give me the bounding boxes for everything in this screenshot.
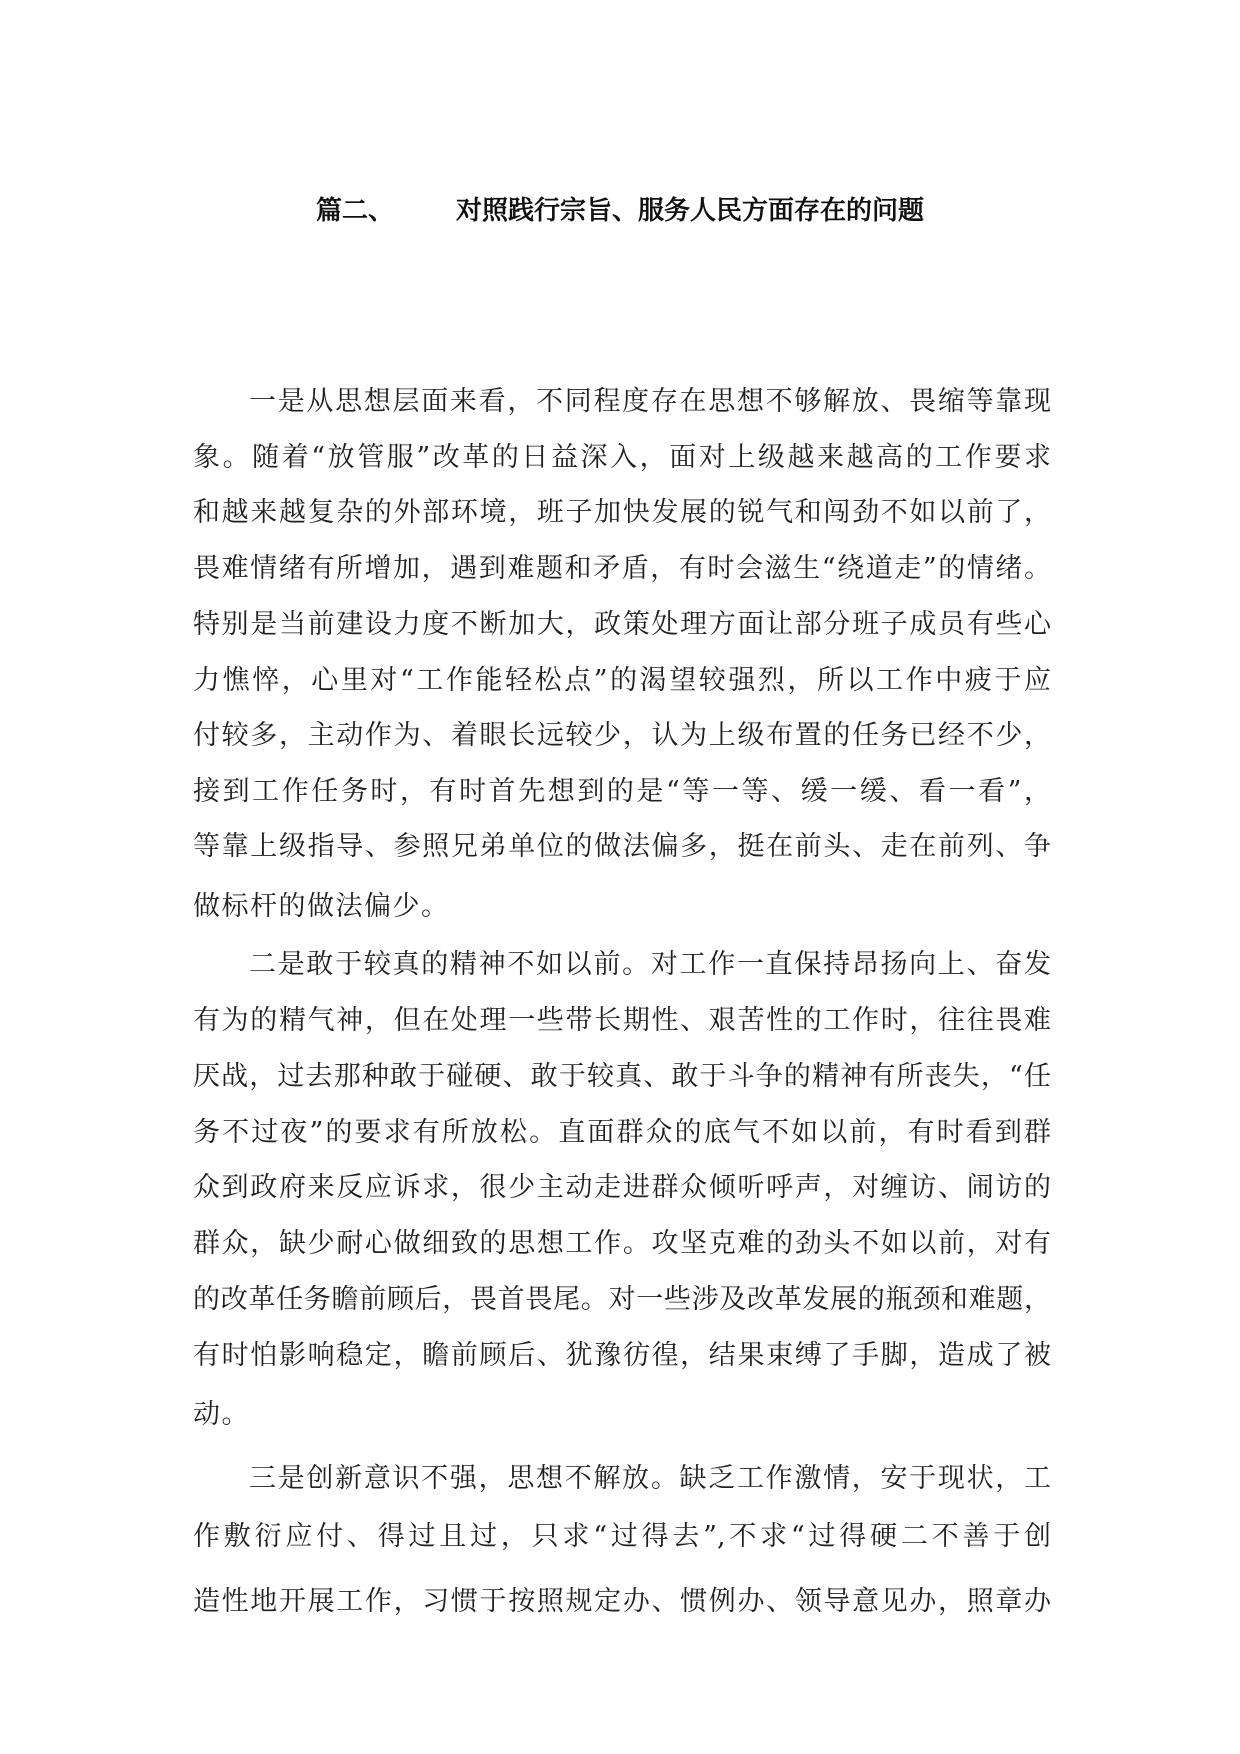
paragraph-line: 一是从思想层面来看，不同程度存在思想不够解放、畏缩等靠现 — [249, 386, 1051, 417]
paragraph-line: 和越来越复杂的外部环境，班子加快发展的锐气和闯劲不如以前了， — [193, 497, 1051, 528]
paragraph-line: 付较多，主动作为、着眼长远较少，认为上级布置的任务已经不少， — [193, 720, 1051, 751]
paragraph-line: 动。 — [193, 1399, 250, 1430]
paragraph-line: 的改革任务瞻前顾后，畏首畏尾。对一些涉及改革发展的瓶颈和难题， — [193, 1284, 1051, 1315]
paragraph-line: 做标杆的做法偏少。 — [193, 891, 450, 922]
document-title — [0, 191, 1240, 231]
paragraph-line: 造性地开展工作，习惯于按照规定办、惯例办、领导意见办，照章办 — [193, 1586, 1051, 1617]
paragraph-line: 有为的精气神，但在处理一些带长期性、艰苦性的工作时，往往畏难 — [193, 1005, 1051, 1036]
paragraph-line: 群众，缺少耐心做细致的思想工作。攻坚克难的劲头不如以前，对有 — [193, 1228, 1051, 1259]
paragraph-line: 有时怕影响稳定，瞻前顾后、犹豫彷徨，结果束缚了手脚，造成了被 — [193, 1340, 1051, 1371]
paragraph-line: 作敷衍应付、得过且过，只求“过得去”,不求“过得硬二不善于创 — [193, 1521, 1051, 1552]
paragraph-line: 二是敢于较真的精神不如以前。对工作一直保持昂扬向上、奋发 — [249, 949, 1051, 980]
paragraph-line: 象。随着“放管服”改革的日益深入，面对上级越来越高的工作要求 — [193, 442, 1051, 473]
title-text: 对照践行宗旨、服务人民方面存在的问题 — [456, 196, 925, 226]
title-number: 篇二、 — [315, 196, 394, 226]
paragraph-line: 等靠上级指导、参照兄弟单位的做法偏多，挺在前头、走在前列、争 — [193, 831, 1051, 862]
paragraph-line: 畏难情绪有所增加，遇到难题和矛盾，有时会滋生“绕道走”的情绪。 — [193, 553, 1051, 584]
paragraph-line: 务不过夜”的要求有所放松。直面群众的底气不如以前，有时看到群 — [193, 1117, 1051, 1148]
paragraph-line: 众到政府来反应诉求，很少主动走进群众倾听呼声，对缠访、闹访的 — [193, 1172, 1051, 1203]
paragraph-line: 特别是当前建设力度不断加大，政策处理方面让部分班子成员有些心 — [193, 609, 1051, 640]
paragraph-line: 接到工作任务时，有时首先想到的是“等一等、缓一缓、看一看”， — [193, 776, 1051, 807]
paragraph-line: 力憔悴，心里对“工作能轻松点”的渴望较强烈，所以工作中疲于应 — [193, 665, 1051, 696]
paragraph-line: 厌战，过去那种敢于碰硬、敢于较真、敢于斗争的精神有所丧失，“任 — [193, 1061, 1051, 1092]
paragraph-line: 三是创新意识不强，思想不解放。缺乏工作激情，安于现状，工 — [249, 1463, 1051, 1494]
